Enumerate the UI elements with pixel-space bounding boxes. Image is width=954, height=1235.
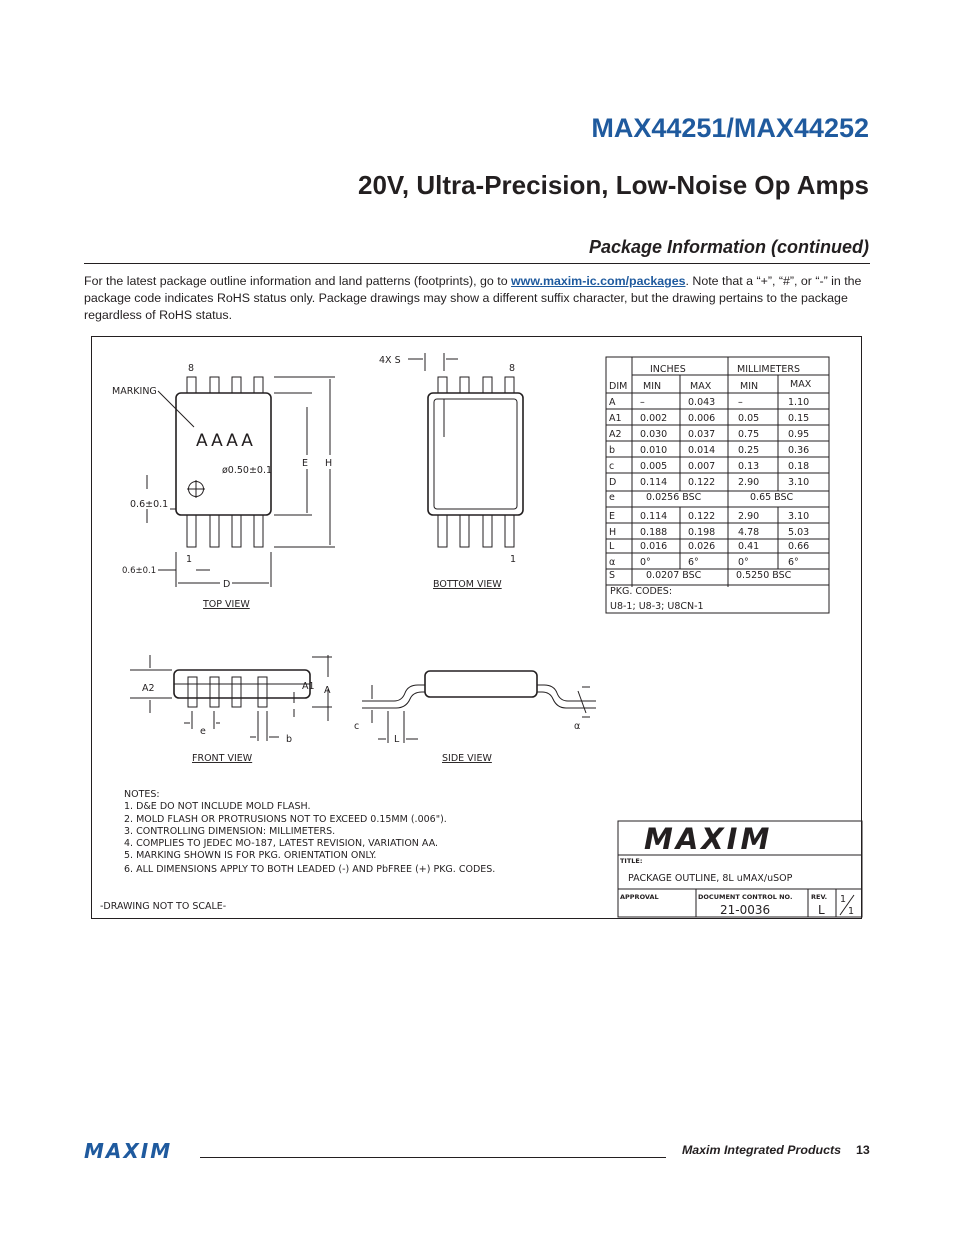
- table-cell: 0.0207 BSC: [646, 570, 702, 581]
- top-lead: [210, 515, 219, 547]
- table-cell: S: [609, 570, 616, 581]
- table-cell: 0.95: [788, 429, 810, 440]
- table-cell: e: [609, 492, 615, 503]
- bottom-pin-8-label: 8: [509, 363, 516, 374]
- table-cell: 0.007: [688, 461, 716, 472]
- table-cell: 3.10: [788, 477, 810, 488]
- not-to-scale: -DRAWING NOT TO SCALE-: [100, 901, 227, 912]
- table-col-in-max: MAX: [690, 381, 712, 392]
- note-2: 2. MOLD FLASH OR PROTRUSIONS NOT TO EXCEED 0.15MM (.006").: [124, 814, 447, 825]
- table-group-mm: MILLIMETERS: [737, 364, 801, 375]
- dot-dimension: ø0.50±0.1: [222, 465, 273, 476]
- table-cell: 0.13: [738, 461, 760, 472]
- table-cell: 0°: [738, 557, 749, 568]
- top-lead: [254, 377, 263, 393]
- dim-06-upper: 0.6±0.1: [130, 499, 169, 510]
- package-drawing: [91, 336, 862, 919]
- table-cell: 0.65 BSC: [750, 492, 794, 503]
- dim-4x-S: 4X S: [379, 355, 401, 366]
- note-3: 3. CONTROLLING DIMENSION: MILLIMETERS.: [124, 826, 336, 837]
- table-cell: E: [609, 511, 616, 522]
- top-lead: [187, 377, 196, 393]
- header-rule: [84, 263, 870, 264]
- top-lead: [232, 377, 241, 393]
- dim-A1: A1: [302, 681, 315, 692]
- table-cell: 0.0256 BSC: [646, 492, 702, 503]
- table-cell: α: [609, 557, 616, 568]
- doc-control-value: 21-0036: [720, 903, 771, 917]
- note-4: 4. COMPLIES TO JEDEC MO-187, LATEST REVISION, VARIATION AA.: [124, 838, 439, 849]
- table-cell: 0.198: [688, 527, 716, 538]
- front-lead: [232, 677, 241, 707]
- maxim-logo: [84, 1141, 196, 1166]
- table-cell: 3.10: [788, 511, 810, 522]
- sheet-num: 1: [840, 894, 847, 905]
- title-label: TITLE:: [620, 857, 643, 865]
- footer-rule: [200, 1157, 666, 1158]
- note-6: 6. ALL DIMENSIONS APPLY TO BOTH LEADED (-) AND PbFREE (+) PKG. CODES.: [124, 864, 496, 875]
- dim-e: e: [200, 726, 206, 737]
- bottom-lead: [460, 515, 469, 547]
- table-cell: 1.10: [788, 397, 810, 408]
- table-col-dim: DIM: [609, 381, 628, 392]
- top-view-label: TOP VIEW: [203, 599, 250, 610]
- package-outline-svg: [92, 337, 863, 920]
- intro-text-1: For the latest package outline information and land patterns (footprints), go to: [84, 274, 512, 288]
- front-lead: [258, 677, 267, 707]
- front-lead: [188, 677, 197, 707]
- table-col-mm-min: MIN: [740, 381, 759, 392]
- top-lead: [254, 515, 263, 547]
- table-cell: 0.122: [688, 477, 716, 488]
- top-lead: [210, 377, 219, 393]
- table-cell: 4.78: [738, 527, 760, 538]
- dim-E: E: [302, 458, 309, 469]
- table-cell: A: [609, 397, 616, 408]
- table-cell: 0°: [640, 557, 651, 568]
- side-view-label: SIDE VIEW: [442, 753, 492, 764]
- table-cell: 0.005: [640, 461, 668, 472]
- dim-c: c: [354, 721, 360, 732]
- notes-heading: NOTES:: [124, 789, 160, 800]
- table-cell: 0.114: [640, 477, 668, 488]
- bottom-lead: [460, 377, 469, 393]
- table-cell: –: [640, 397, 645, 408]
- top-view-body: [176, 393, 271, 515]
- table-cell: 0.043: [688, 397, 716, 408]
- table-cell: 6°: [688, 557, 699, 568]
- note-1: 1. D&E DO NOT INCLUDE MOLD FLASH.: [124, 801, 311, 812]
- bottom-lead: [505, 377, 514, 393]
- table-cell: L: [609, 541, 615, 552]
- table-body: [609, 397, 809, 568]
- table-col-in-min: MIN: [643, 381, 662, 392]
- part-number: MAX44251/MAX44252: [591, 113, 869, 143]
- sheet-den: 1: [848, 906, 855, 917]
- table-cell: 0.66: [788, 541, 810, 552]
- table-cell: 0.114: [640, 511, 668, 522]
- table-group-inches: INCHES: [650, 364, 686, 375]
- marking-text: AAAA: [196, 431, 256, 451]
- front-view-label: FRONT VIEW: [192, 753, 253, 764]
- table-cell: A2: [609, 429, 622, 440]
- footer-logo-text: MAXIM: [84, 1141, 173, 1161]
- title-block-logo: MAXIM: [644, 822, 773, 856]
- table-cell: 0.037: [688, 429, 716, 440]
- table-cell: 0.014: [688, 445, 716, 456]
- section-title: Package Information (continued): [588, 237, 869, 257]
- bottom-lead: [483, 515, 492, 547]
- table-cell: 0.026: [688, 541, 716, 552]
- document-title: 20V, Ultra-Precision, Low-Noise Op Amps: [358, 170, 869, 200]
- side-view-body: [425, 671, 537, 697]
- pkg-codes-label: PKG. CODES:: [610, 586, 673, 597]
- table-cell: 2.90: [738, 511, 760, 522]
- front-lead: [210, 677, 219, 707]
- table-cell: 0.18: [788, 461, 810, 472]
- table-cell: 0.002: [640, 413, 668, 424]
- table-cell: 0.36: [788, 445, 810, 456]
- bottom-view-label: BOTTOM VIEW: [433, 579, 502, 590]
- note-5: 5. MARKING SHOWN IS FOR PKG. ORIENTATION ONLY.: [124, 850, 377, 861]
- table-cell: 6°: [788, 557, 799, 568]
- intro-paragraph: [84, 273, 871, 324]
- intro-text-2: . Note that a “+”, “#”, or “-” in the package code indicates RoHS status only. Package drawings may show a different suffix character, but the drawing pertains to the package regardless of RoHS status.: [84, 274, 862, 322]
- dim-L: L: [394, 734, 400, 745]
- pkg-codes: U8-1; U8-3; U8CN-1: [610, 601, 704, 612]
- table-cell: b: [609, 445, 616, 456]
- bottom-lead: [438, 377, 447, 393]
- table-cell: 0.030: [640, 429, 668, 440]
- table-cell: 0.05: [738, 413, 760, 424]
- dim-H: H: [325, 458, 333, 469]
- bottom-view-body: [428, 393, 523, 515]
- title-value: PACKAGE OUTLINE, 8L uMAX/uSOP: [628, 873, 793, 884]
- table-cell: H: [609, 527, 617, 538]
- approval-label: APPROVAL: [620, 893, 659, 901]
- footer-company: Maxim Integrated Products: [681, 1143, 841, 1157]
- table-cell: 0.41: [738, 541, 760, 552]
- dim-alpha: α: [574, 721, 581, 732]
- table-col-mm-max: MAX: [790, 379, 812, 390]
- table-cell: 0.25: [738, 445, 760, 456]
- table-cell: 5.03: [788, 527, 810, 538]
- table-cell: 0.122: [688, 511, 716, 522]
- top-lead: [187, 515, 196, 547]
- table-cell: 2.90: [738, 477, 760, 488]
- dim-06-lower: 0.6±0.1: [122, 566, 157, 576]
- table-cell: 0.006: [688, 413, 716, 424]
- dim-A: A: [324, 685, 331, 696]
- bottom-lead: [438, 515, 447, 547]
- table-cell: 0.15: [788, 413, 810, 424]
- table-cell: –: [738, 397, 743, 408]
- page-number: 13: [856, 1143, 870, 1157]
- top-lead: [232, 515, 241, 547]
- bottom-view-inner: [434, 399, 517, 509]
- table-cell: 0.5250 BSC: [736, 570, 792, 581]
- rev-label: REV.: [811, 893, 828, 901]
- table-cell: c: [609, 461, 615, 472]
- table-cell: 0.75: [738, 429, 760, 440]
- top-pin-8-label: 8: [188, 363, 195, 374]
- rev-value: L: [818, 903, 825, 917]
- table-cell: 0.016: [640, 541, 668, 552]
- table-cell: 0.010: [640, 445, 668, 456]
- dim-A2: A2: [142, 683, 155, 694]
- table-cell: D: [609, 477, 617, 488]
- bottom-lead: [483, 377, 492, 393]
- doc-control-label: DOCUMENT CONTROL NO.: [698, 893, 793, 901]
- table-cell: A1: [609, 413, 622, 424]
- top-pin-1-label: 1: [186, 554, 193, 565]
- marking-label: MARKING: [112, 386, 157, 397]
- bottom-pin-1-label: 1: [510, 554, 517, 565]
- dim-D: D: [223, 579, 231, 590]
- dim-b: b: [286, 734, 293, 745]
- packages-link[interactable]: www.maxim-ic.com/packages: [511, 274, 686, 288]
- table-cell: 0.188: [640, 527, 668, 538]
- bottom-lead: [505, 515, 514, 547]
